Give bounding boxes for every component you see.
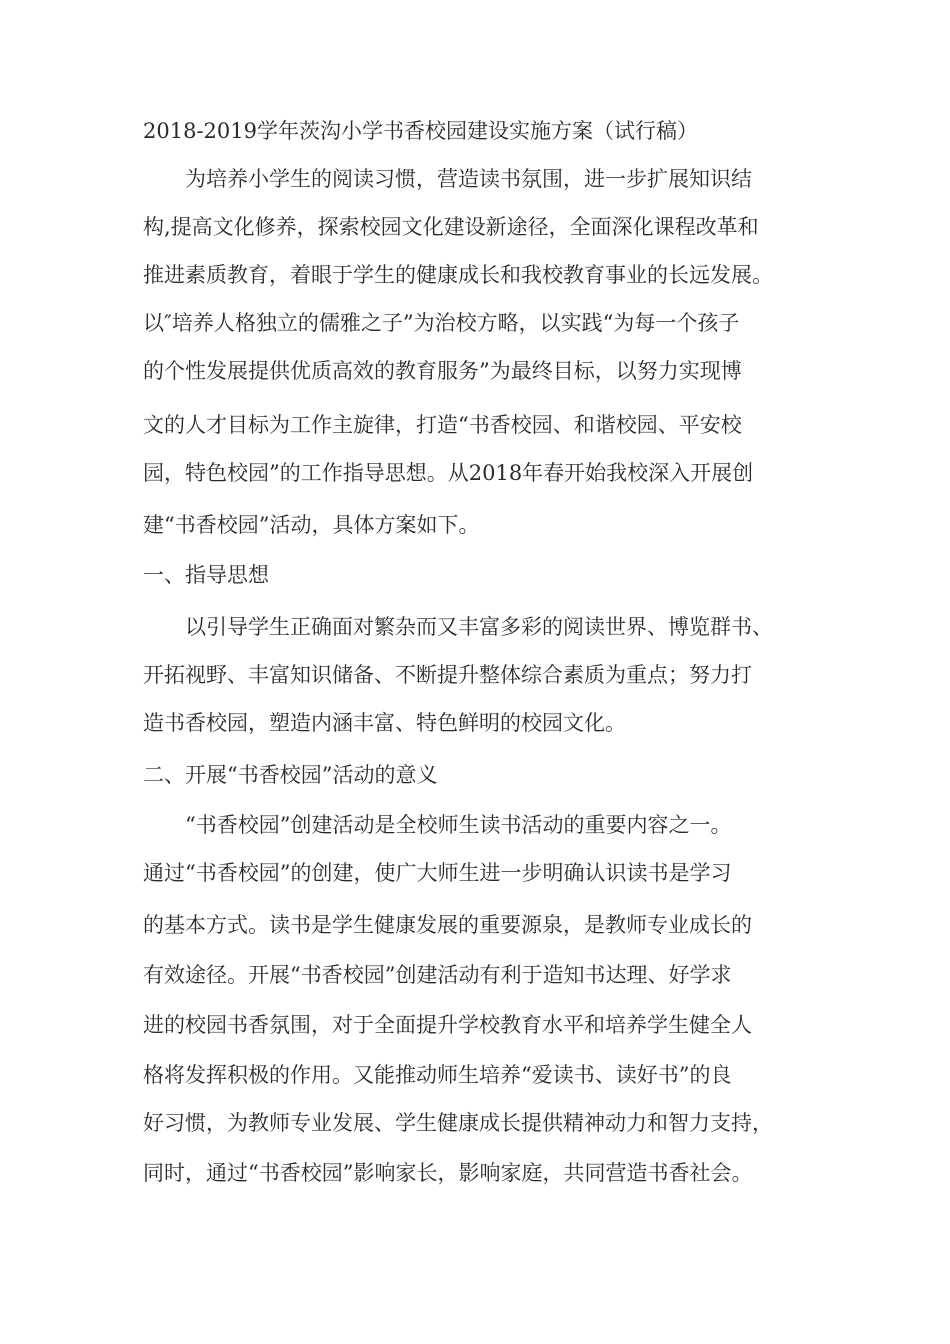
text-line: 以″培养人格独立的儒雅之子”为治校方略，以实践“为每一个孩子 xyxy=(143,311,740,335)
text-line: 有效途径。开展“书香校园”创建活动有利于造知书达理、好学求 xyxy=(143,963,732,987)
text-line: 通过“书香校园”的创建，使广大师生进一步明确认识读书是学习 xyxy=(143,861,732,885)
text-line: 文的人才目标为工作主旋律，打造“书香校园、和谐校园、平安校 xyxy=(143,413,742,437)
text-line: 造书香校园，塑造内涵丰富、特色鲜明的校园文化。 xyxy=(143,711,626,735)
text-line: 推进素质教育，着眼于学生的健康成长和我校教育事业的长远发展。 xyxy=(143,263,773,287)
text-line: 的基本方式。读书是学生健康发展的重要源泉，是教师专业成长的 xyxy=(143,913,752,937)
text-line: 为培养小学生的阅读习惯，营造读书氛围，进一步扩展知识结 xyxy=(143,167,752,191)
text-line: 开拓视野、丰富知识储备、不断提升整体综合素质为重点；努力打 xyxy=(143,663,752,687)
text-line: 好习惯，为教师专业发展、学生健康成长提供精神动力和智力支持， xyxy=(143,1111,773,1135)
text-line: 建“书香校园”活动，具体方案如下。 xyxy=(143,513,480,537)
text-line: 格将发挥积极的作用。又能推动师生培养“爱读书、读好书”的良 xyxy=(143,1063,732,1087)
text-line: 以引导学生正确面对繁杂而又丰富多彩的阅读世界、博览群书、 xyxy=(143,615,773,639)
text-line: 进的校园书香氛围，对于全面提升学校教育水平和培养学生健全人 xyxy=(143,1013,752,1037)
text-line: 同时，通过“书香校园”影响家长，影响家庭，共同营造书香社会。 xyxy=(143,1161,753,1185)
section-heading-significance: 二、开展“书香校园”活动的意义 xyxy=(143,763,438,787)
text-line: 的个性发展提供优质高效的教育服务”为最终目标，以努力实现博 xyxy=(143,359,742,383)
document-title: 2018-2019学年茨沟小学书香校园建设实施方案（试行稿） xyxy=(143,119,698,143)
section-heading-guiding-ideology: 一、指导思想 xyxy=(143,563,269,587)
text-line: 园，特色校园”的工作指导思想。从2018年春开始我校深入开展创 xyxy=(143,461,754,485)
text-line: 构,提高文化修养，探索校园文化建设新途径，全面深化课程改革和 xyxy=(143,215,759,239)
text-line: “书香校园”创建活动是全校师生读书活动的重要内容之一。 xyxy=(143,813,732,837)
